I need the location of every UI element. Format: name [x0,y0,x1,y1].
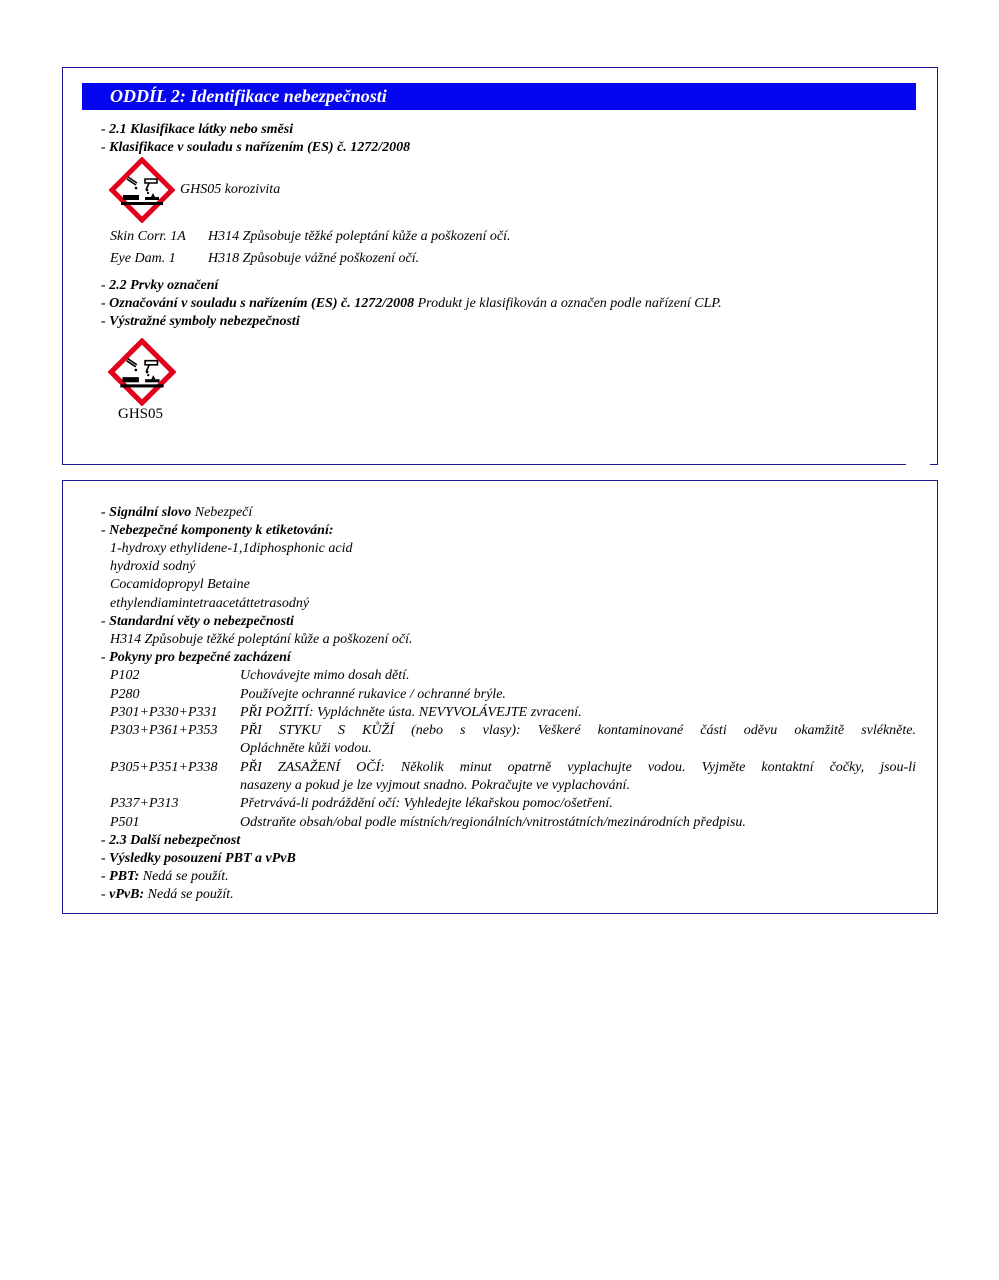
p-text: Používejte ochranné rukavice / ochranné brýle. [240,687,506,702]
signal-word-line [101,504,252,522]
h-statement: H314 Způsobuje těžké poleptání kůže a poškození očí. [110,632,413,647]
vpvb-key: - vPvB: [101,887,145,902]
p-text: PŘI POŽITÍ: Vypláchněte ústa. NEVYVOLÁVEJTE zvracení. [240,705,582,720]
p-text: Odstraňte obsah/obal podle místních/regionálních/vnitrostátních/mezinárodních předpisu. [240,815,746,830]
h-statements-label: - Standardní věty o nebezpečnosti [101,614,294,629]
p-code: P501 [110,815,140,830]
p-code: P102 [110,668,140,683]
clp-classification-label: - Klasifikace v souladu s nařízením (ES) č. 1272/2008 [101,140,411,155]
p-statements-label: - Pokyny pro bezpečné zacházení [101,650,291,665]
section-2-header: ODDÍL 2: Identifikace nebezpečnosti [82,83,916,110]
components-label: - Nebezpečné komponenty k etiketování: [101,523,334,538]
hazard-pictograms-label: - Výstražné symboly nebezpečnosti [101,314,300,329]
component-item: 1-hydroxy ethylidene-1,1diphosphonic acid [110,541,353,556]
labelling-text: Produkt je klasifikován a označen podle nařízení CLP. [414,296,722,311]
pictogram-code: GHS05 [118,406,164,422]
p-text: nasazeny a pokud je lze vyjmout snadno. Pokračujte ve vyplachování. [240,778,630,793]
vpvb-line [101,886,234,904]
pbt-key: - PBT: [101,869,140,884]
p-text: Opláchněte kůži vodou. [240,741,372,756]
p-code: P280 [110,687,140,702]
signal-word: Nebezpečí [191,505,253,520]
class-statement: H314 Způsobuje těžké poleptání kůže a poškození očí. [208,229,511,244]
vpvb-value: Nedá se použít. [144,887,234,902]
p-text: Uchovávejte mimo dosah dětí. [240,668,410,683]
pbt-line [101,868,229,886]
subsection-2-3: - 2.3 Další nebezpečnost [101,833,241,848]
p-code: P337+P313 [110,796,179,811]
class-category: Skin Corr. 1A [110,229,186,244]
labelling-label: - Označování v souladu s nařízením (ES) č. 1272/2008 [101,296,415,311]
component-item: hydroxid sodný [110,559,196,574]
subsection-2-2: - 2.2 Prvky označení [101,278,219,293]
ghs05-label: GHS05 korozivita [180,182,281,197]
labelling-line [101,295,722,313]
p-code: P305+P351+P338 [110,760,218,775]
p-code: P301+P330+P331 [110,705,218,720]
border-gap [906,458,930,468]
pbt-value: Nedá se použít. [139,869,229,884]
component-item: Cocamidopropyl Betaine [110,577,250,592]
class-category: Eye Dam. 1 [110,251,176,266]
pbt-assessment-label: - Výsledky posouzení PBT a vPvB [101,851,296,866]
signal-word-label: - Signální slovo [101,505,192,520]
ghs05-corrosion-icon [108,338,176,406]
p-text: Přetrvává-li podráždění očí: Vyhledejte lékařskou pomoc/ošetření. [240,796,613,811]
subsection-2-1: - 2.1 Klasifikace látky nebo směsi [101,122,294,137]
class-statement: H318 Způsobuje vážné poškození očí. [208,251,420,266]
p-text: PŘI STYKU S KŮŽÍ (nebo s vlasy): Veškeré kontaminované části oděvu okamžitě svlékněte. [240,723,916,738]
p-text: PŘI ZASAŽENÍ OČÍ: Několik minut opatrně vyplachujte vodou. Vyjměte kontaktní čočky, jsou-li [240,760,916,775]
ghs05-corrosion-icon [109,157,175,223]
p-code: P303+P361+P353 [110,723,218,738]
component-item: ethylendiamintetraacetáttetrasodný [110,596,310,611]
